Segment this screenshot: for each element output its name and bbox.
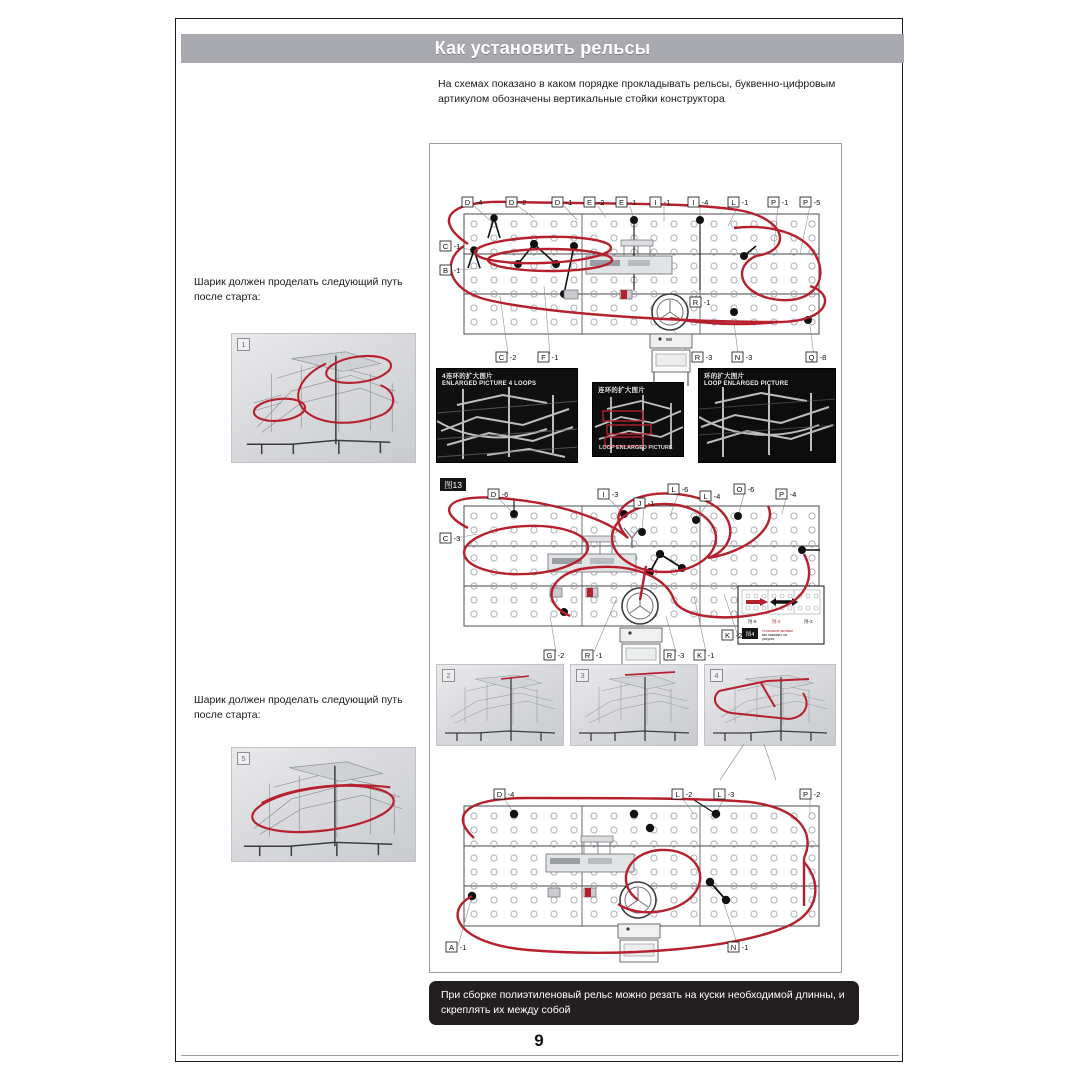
svg-text:-1: -1	[565, 198, 573, 207]
svg-text:-3: -3	[611, 490, 619, 499]
svg-text:L: L	[675, 790, 680, 799]
svg-text:-4: -4	[713, 492, 721, 501]
svg-text:P: P	[770, 198, 777, 207]
page-title: Как установить рельсы	[434, 38, 651, 58]
thumb-4-art	[705, 665, 836, 746]
svg-text:R: R	[584, 651, 591, 660]
svg-text:图-3: 图-3	[804, 619, 813, 624]
svg-text:D: D	[508, 198, 515, 207]
svg-text:R: R	[666, 651, 673, 660]
svg-text:-6: -6	[747, 485, 755, 494]
svg-text:K: K	[724, 631, 731, 640]
svg-text:-2: -2	[735, 631, 743, 640]
step-thumbnail-3	[570, 664, 698, 746]
marble-run-illustration-1	[232, 334, 415, 462]
page-number: 9	[534, 1031, 544, 1050]
svg-text:R: R	[692, 298, 699, 307]
svg-text:P: P	[778, 490, 785, 499]
svg-text:L: L	[703, 492, 708, 501]
svg-text:-2: -2	[685, 790, 693, 799]
page-bottom-rule	[181, 1055, 899, 1056]
figure-bottom	[438, 778, 836, 968]
svg-text:P: P	[802, 790, 809, 799]
diagram-panel	[429, 143, 842, 973]
svg-text:C: C	[498, 353, 505, 362]
svg-text:-2: -2	[509, 353, 517, 362]
figure-middle-svg	[438, 476, 836, 676]
figure-bottom-svg	[438, 778, 836, 968]
svg-text:D: D	[554, 198, 561, 207]
svg-text:N: N	[734, 353, 741, 362]
svg-text:-3: -3	[745, 353, 753, 362]
svg-text:D: D	[490, 490, 497, 499]
svg-text:E: E	[618, 198, 625, 207]
svg-text:P: P	[802, 198, 809, 207]
svg-text:C: C	[442, 242, 449, 251]
svg-text:D: D	[464, 198, 471, 207]
svg-text:-2: -2	[519, 198, 527, 207]
svg-text:-3: -3	[727, 790, 735, 799]
svg-text:-6: -6	[501, 490, 509, 499]
manual-page	[175, 18, 903, 1062]
svg-text:图4: 图4	[745, 632, 755, 638]
page-header-bar	[181, 34, 904, 63]
svg-text:L: L	[671, 485, 676, 494]
dark-photo-2-caption-bottom: LOOP ENLARGED PICTURE	[599, 445, 673, 451]
svg-text:-1: -1	[663, 198, 671, 207]
svg-text:-4: -4	[507, 790, 515, 799]
svg-text:-2: -2	[813, 790, 821, 799]
svg-text:A: A	[448, 943, 455, 952]
svg-text:N: N	[730, 943, 737, 952]
dark-photo-2	[592, 382, 684, 457]
svg-text:图-5: 图-5	[748, 619, 757, 624]
svg-text:-3: -3	[453, 534, 461, 543]
svg-text:-4: -4	[789, 490, 797, 499]
thumb-3-art	[571, 665, 698, 746]
svg-text:L: L	[717, 790, 722, 799]
dark-photo-3-caption	[704, 373, 788, 388]
svg-text:-1: -1	[781, 198, 789, 207]
svg-text:D: D	[496, 790, 503, 799]
svg-text:K: K	[696, 651, 703, 660]
svg-text:B: B	[442, 266, 449, 275]
intro-paragraph: На схемах показано в каком порядке прокладывать рельсы, буквенно-цифровым артикулом обозначены вертикальные стойки конструктора	[438, 78, 836, 105]
svg-text:-6: -6	[681, 485, 689, 494]
dark-photo-1-caption	[442, 373, 536, 388]
caption-cn: 连环的扩大图片	[598, 387, 645, 394]
svg-text:-5: -5	[813, 198, 821, 207]
svg-text:-8: -8	[819, 353, 827, 362]
marble-run-illustration-2	[232, 748, 415, 861]
svg-text:-1: -1	[741, 198, 749, 207]
caption-en: ENLARGED PICTURE 4 LOOPS	[442, 380, 537, 387]
svg-text:L: L	[731, 198, 736, 207]
figure-middle	[438, 476, 836, 676]
svg-text:как показано на: как показано на	[762, 633, 787, 637]
svg-text:Установите вставки: Установите вставки	[762, 629, 793, 633]
dark-photo-2-caption	[598, 387, 645, 395]
svg-text:G: G	[546, 651, 553, 660]
svg-text:-1: -1	[741, 943, 749, 952]
svg-text:-1: -1	[595, 651, 603, 660]
caption-cn: 环的扩大图片	[704, 373, 745, 380]
svg-text:-1: -1	[707, 651, 715, 660]
svg-text:-3: -3	[677, 651, 685, 660]
svg-text:-1: -1	[551, 353, 559, 362]
svg-text:-1: -1	[453, 242, 461, 251]
product-photo-2	[231, 747, 416, 862]
side-note-1: Шарик должен проделать следующий путь после старта:	[194, 276, 403, 303]
svg-text:R: R	[694, 353, 701, 362]
caption-en: LOOP ENLARGED PICTURE	[704, 380, 789, 387]
svg-text:-1: -1	[629, 198, 637, 207]
svg-text:I: I	[692, 198, 695, 207]
svg-text:-4: -4	[701, 198, 709, 207]
svg-text:-4: -4	[475, 198, 483, 207]
svg-text:-1: -1	[647, 499, 655, 508]
svg-text:-1: -1	[703, 298, 711, 307]
thumbnail-badge: 2	[442, 669, 455, 682]
thumbnail-badge: 3	[576, 669, 589, 682]
svg-text:I: I	[654, 198, 657, 207]
svg-text:рисунке: рисунке	[762, 637, 775, 641]
svg-text:J: J	[637, 499, 642, 508]
figure-top	[438, 194, 836, 394]
svg-text:图13: 图13	[444, 480, 462, 490]
footer-note: При сборке полиэтиленовый рельс можно резать на куски необходимой длинны, и скреплять их между собой	[429, 981, 859, 1025]
thumbnail-badge: 4	[710, 669, 723, 682]
svg-text:F: F	[541, 353, 546, 362]
product-photo-1	[231, 333, 416, 463]
figure-top-svg	[438, 194, 836, 394]
photo-badge: 1	[237, 338, 250, 351]
thumb-2-art	[437, 665, 564, 746]
svg-text:E: E	[586, 198, 593, 207]
svg-text:I: I	[602, 490, 605, 499]
svg-text:-2: -2	[557, 651, 565, 660]
svg-text:O: O	[736, 485, 743, 494]
svg-text:-2: -2	[597, 198, 605, 207]
dark-photo-1	[436, 368, 578, 463]
side-note-2: Шарик должен проделать следующий путь после старта:	[194, 694, 403, 721]
svg-text:-1: -1	[459, 943, 467, 952]
dark-photo-3	[698, 368, 836, 463]
caption-cn: 4连环的扩大图片	[442, 373, 493, 380]
svg-text:图-2: 图-2	[772, 619, 781, 624]
photo-badge: 5	[237, 752, 250, 765]
svg-text:-1: -1	[453, 266, 461, 275]
svg-text:C: C	[442, 534, 449, 543]
step-thumbnail-4	[704, 664, 836, 746]
svg-text:-3: -3	[705, 353, 713, 362]
svg-text:Q: Q	[808, 353, 815, 362]
step-thumbnail-2	[436, 664, 564, 746]
